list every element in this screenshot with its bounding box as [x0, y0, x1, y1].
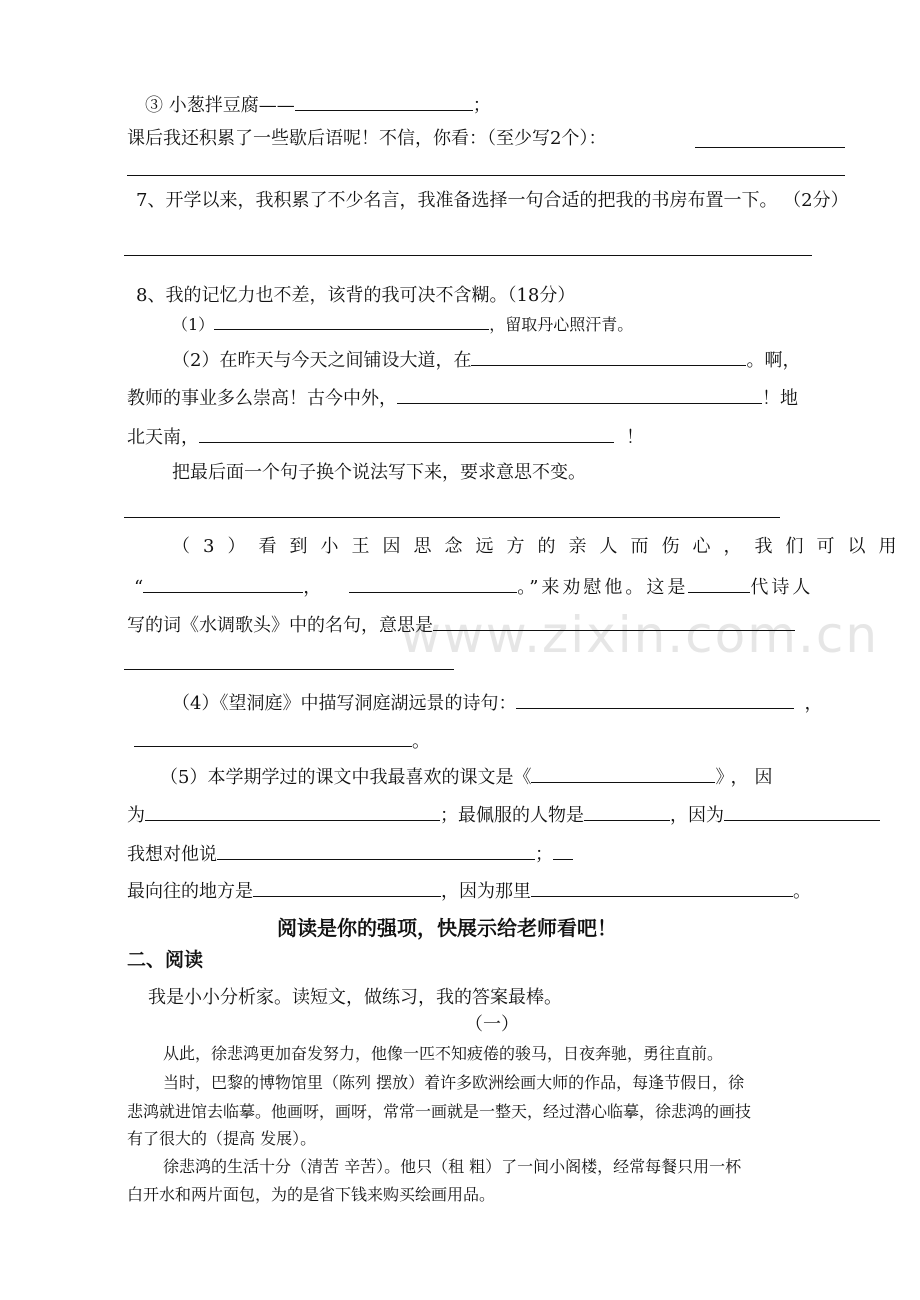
q8-3-line2: [134, 574, 813, 599]
q8-5-text-6: 我想对他说: [127, 844, 217, 865]
q8-2-line4: [172, 462, 586, 484]
question-8-text: 8、我的记忆力也不差，该背的我可决不含糊。（18分）: [136, 285, 576, 306]
q8-2-text-4: ！地: [762, 388, 798, 409]
q8-2-text-6: ！: [626, 427, 644, 448]
q8-2-text-5: 北天南，: [127, 427, 199, 448]
q8-4-text-1: （4）《望洞庭》中描写洞庭湖远景的诗句：: [172, 693, 517, 714]
blank-q7[interactable]: [124, 255, 812, 256]
q8-3-text-2: 。”来劝慰他。这是: [517, 577, 689, 598]
blank-q8-4-a[interactable]: [516, 690, 794, 709]
q8-2-line2: [127, 385, 798, 410]
passage-paragraph-1: 从此，徐悲鸿更加奋发努力，他像一匹不知疲倦的骏马，日夜奔驰，勇往直前。: [163, 1044, 724, 1063]
blank-q8-2-rewrite[interactable]: [124, 517, 780, 518]
q8-5-text-9: ，因为那里: [441, 881, 531, 902]
blank-xiehouyu-2[interactable]: [127, 175, 845, 176]
q8-3-quote-open: “: [134, 577, 144, 598]
q8-4-line1: [172, 690, 822, 715]
q8-5-text-8: 最向往的地方是: [127, 881, 253, 902]
q8-2-text-3: 教师的事业多么崇高！古今中外，: [127, 388, 397, 409]
idiom-3-end: ；: [472, 95, 491, 116]
passage-paragraph-3-line-1: 徐悲鸿的生活十分（清苦 辛苦）。他只（租 粗）了一间小阁楼，经常每餐只用一杯: [163, 1157, 742, 1176]
blank-q8-5-title[interactable]: [531, 764, 715, 783]
blank-q8-4-b[interactable]: [134, 728, 412, 747]
blank-q8-3-meaning[interactable]: [433, 612, 795, 631]
blank-q8-3-dynasty[interactable]: [688, 574, 750, 593]
blank-q8-5-place[interactable]: [253, 878, 441, 897]
q8-2-text-1: （2）在昨天与今天之间铺设大道，在: [172, 350, 472, 371]
q8-5-text-5: ，因为: [670, 805, 724, 826]
q8-5-line3: [127, 841, 573, 866]
q8-5-text-3: 为: [127, 805, 145, 826]
q8-5-text-7: ；: [535, 844, 553, 865]
blank-q8-3-a[interactable]: [143, 574, 303, 593]
line-xiehouyu: [127, 128, 606, 150]
section-2-title: 二、阅读: [127, 949, 204, 971]
idiom-3-label: ③ 小葱拌豆腐——: [145, 95, 295, 116]
blank-q8-2-c[interactable]: [199, 424, 614, 443]
blank-q8-2-a[interactable]: [471, 347, 746, 366]
q8-3-text-3: 代诗人: [750, 577, 814, 598]
q8-5-text-4: ；最佩服的人物是: [440, 805, 584, 826]
passage-paragraph-2-line-1: 当时，巴黎的博物馆里（陈列 摆放）着许多欧洲绘画大师的作品，每逢节假日，徐: [163, 1073, 745, 1092]
q8-5-text-1: （5）本学期学过的课文中我最喜欢的课文是《: [160, 767, 532, 788]
passage-paragraph-2-line-2: 悲鸿就进馆去临摹。他画呀，画呀，常常一画就是一整天，经过潜心临摹，徐悲鸿的画技: [127, 1102, 752, 1121]
blank-q8-5-person[interactable]: [584, 802, 670, 821]
q8-1-label: （1）: [172, 315, 215, 334]
question-7: [136, 190, 849, 212]
q8-2-line3: [127, 424, 644, 449]
q8-5-line1: [160, 764, 778, 789]
blank-q8-3-b[interactable]: [349, 574, 517, 593]
blank-q8-5-person-reason[interactable]: [724, 802, 880, 821]
q8-4-line2: [134, 728, 430, 753]
q8-5-text-2: 》，因: [715, 767, 779, 788]
q8-4-comma: ，: [804, 693, 823, 714]
blank-q8-1[interactable]: [214, 314, 489, 330]
watermark: www.zixin.com.cn: [400, 606, 880, 664]
q8-2-rewrite-prompt: 把最后面一个句子换个说法写下来，要求意思不变。: [172, 462, 586, 483]
blank-q8-3-meaning-2[interactable]: [124, 669, 454, 670]
blank-q8-2-b[interactable]: [397, 385, 762, 404]
blank-q8-5-say[interactable]: [217, 841, 535, 860]
blank-q8-5-place-reason[interactable]: [531, 878, 793, 897]
q8-3-text-1: （3）看到小王因思念远方的亲人而伤心，我们可以用: [172, 536, 910, 557]
q8-3-comma: ，: [303, 577, 322, 598]
q8-5-line2: [127, 802, 880, 827]
q8-2-text-2: 。啊，: [746, 350, 801, 371]
line-idiom-3: [145, 92, 491, 117]
q8-3-line3: [127, 612, 795, 637]
q8-1-end: ，留取丹心照汗青。: [489, 315, 634, 334]
q8-5-text-10: 。: [793, 881, 811, 902]
reading-heading: 阅读是你的强项，快展示给老师看吧！: [277, 916, 617, 940]
q8-3-line1: [172, 536, 909, 558]
q8-3-text-4: 写的词《水调歌头》中的名句，意思是: [127, 615, 433, 636]
xiehouyu-prompt: 课后我还积累了一些歇后语呢！不信，你看：（至少写2个）：: [127, 128, 607, 149]
q8-5-line4: [127, 878, 811, 903]
passage-1-label: （一）: [465, 1014, 519, 1035]
question-8: [136, 285, 575, 307]
reading-intro: 我是小小分析家。读短文，做练习，我的答案最棒。: [148, 987, 562, 1008]
passage-paragraph-3-line-2: 白开水和两片面包，为的是省下钱来购买绘画用品。: [127, 1185, 496, 1204]
q8-2-line1: [172, 347, 800, 372]
q8-4-end: 。: [412, 731, 430, 752]
blank-xiehouyu-1[interactable]: [695, 147, 845, 148]
blank-q8-5-say-end[interactable]: [553, 841, 573, 860]
blank-idiom-3[interactable]: [295, 92, 473, 111]
blank-q8-5-reason[interactable]: [145, 802, 440, 821]
question-7-text: 7、开学以来，我积累了不少名言，我准备选择一句合适的把我的书房布置一下。 （2分）: [136, 190, 849, 211]
q8-1: [172, 314, 633, 336]
passage-paragraph-2-line-3: 有了很大的（提高 发展）。: [127, 1129, 317, 1148]
